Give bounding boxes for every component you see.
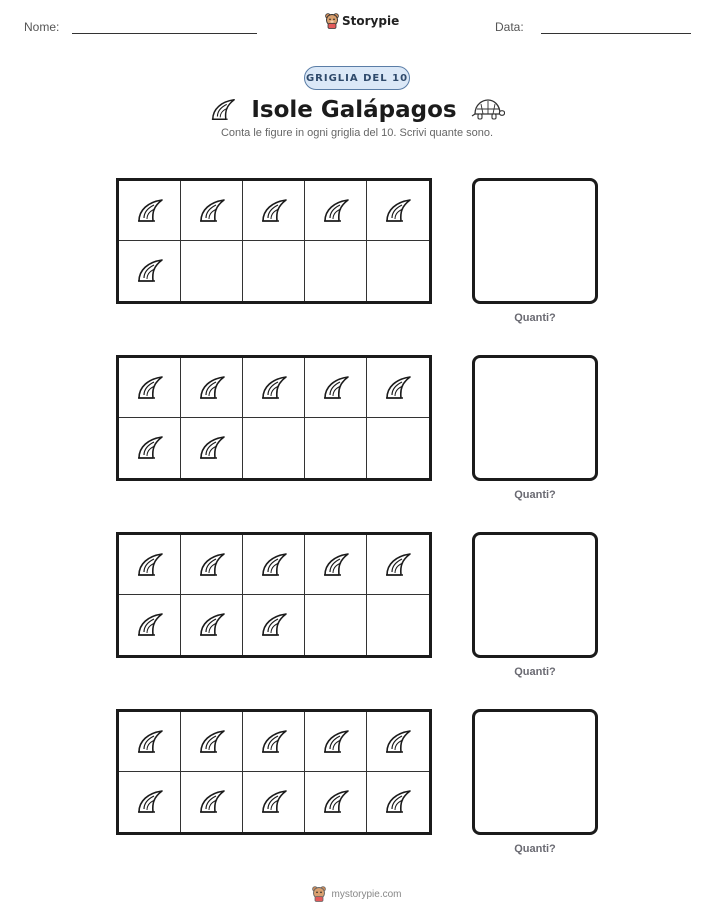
shark-fin-icon	[135, 551, 165, 579]
shark-fin-icon	[135, 788, 165, 816]
ten-frame-cell	[119, 772, 181, 832]
ten-frame-cell	[243, 595, 305, 655]
ten-frame-cell	[119, 181, 181, 241]
ten-frame-cell	[181, 595, 243, 655]
answer-box[interactable]	[472, 178, 598, 304]
shark-fin-icon	[135, 197, 165, 225]
ten-frame-cell	[367, 358, 429, 418]
name-write-line[interactable]	[72, 33, 257, 34]
ten-frame-cell	[119, 358, 181, 418]
ten-frame-cell	[305, 418, 367, 478]
ten-frame-grid	[116, 355, 432, 481]
badge-label: GRIGLIA DEL 10	[305, 72, 409, 84]
instructions: Conta le figure in ogni griglia del 10. Scrivi quante sono.	[220, 127, 494, 139]
ten-frame-cell	[367, 241, 429, 301]
ten-frame-cell	[243, 712, 305, 772]
shark-fin-icon	[135, 728, 165, 756]
ten-frame-cell	[181, 535, 243, 595]
answer-label: Quanti?	[514, 843, 556, 855]
ten-frame-cell	[367, 535, 429, 595]
date-write-line[interactable]	[541, 33, 691, 34]
answer-box[interactable]	[472, 532, 598, 658]
ten-frame-cell	[119, 535, 181, 595]
name-label: Nome:	[24, 20, 60, 34]
shark-fin-icon	[321, 728, 351, 756]
ten-frame-cell	[119, 418, 181, 478]
brand-name: Storypie	[342, 14, 400, 28]
ten-frame-cell	[243, 241, 305, 301]
shark-fin-icon	[321, 788, 351, 816]
shark-fin-icon	[259, 374, 289, 402]
ten-frame-cell	[243, 358, 305, 418]
ten-frame-cell	[119, 712, 181, 772]
shark-fin-icon	[259, 551, 289, 579]
ten-frame-cell	[367, 712, 429, 772]
ten-frame-grid	[116, 532, 432, 658]
ten-frame-cell	[243, 181, 305, 241]
ten-frame-cell	[181, 418, 243, 478]
shark-fin-icon	[209, 97, 237, 123]
shark-fin-icon	[135, 374, 165, 402]
ten-frame-cell	[119, 595, 181, 655]
shark-fin-icon	[135, 611, 165, 639]
shark-fin-icon	[197, 374, 227, 402]
worksheet-type-badge	[304, 66, 410, 90]
shark-fin-icon	[259, 788, 289, 816]
shark-fin-icon	[383, 197, 413, 225]
ten-frame-cell	[181, 712, 243, 772]
shark-fin-icon	[197, 197, 227, 225]
shark-fin-icon	[197, 551, 227, 579]
shark-fin-icon	[259, 197, 289, 225]
ten-frame-cell	[367, 418, 429, 478]
ten-frame-cell	[367, 181, 429, 241]
ten-frame-cell	[305, 181, 367, 241]
ten-frame-cell	[119, 241, 181, 301]
shark-fin-icon	[383, 788, 413, 816]
bear-mascot-icon	[325, 13, 339, 29]
answer-label: Quanti?	[514, 312, 556, 324]
ten-frame-cell	[181, 772, 243, 832]
shark-fin-icon	[197, 788, 227, 816]
ten-frame-cell	[305, 712, 367, 772]
ten-frame-cell	[305, 358, 367, 418]
tortoise-icon	[471, 98, 505, 122]
ten-frame-cell	[305, 772, 367, 832]
shark-fin-icon	[259, 611, 289, 639]
shark-fin-icon	[383, 551, 413, 579]
shark-fin-icon	[135, 434, 165, 462]
ten-frame-cell	[367, 772, 429, 832]
shark-fin-icon	[259, 728, 289, 756]
shark-fin-icon	[135, 257, 165, 285]
ten-frame-cell	[305, 535, 367, 595]
answer-box[interactable]	[472, 355, 598, 481]
date-label: Data:	[495, 20, 524, 34]
shark-fin-icon	[383, 728, 413, 756]
shark-fin-icon	[197, 611, 227, 639]
shark-fin-icon	[321, 197, 351, 225]
ten-frame-cell	[181, 241, 243, 301]
shark-fin-icon	[197, 434, 227, 462]
shark-fin-icon	[321, 551, 351, 579]
footer-site: mystorypie.com	[331, 888, 402, 900]
ten-frame-cell	[305, 595, 367, 655]
ten-frame-grid	[116, 178, 432, 304]
shark-fin-icon	[321, 374, 351, 402]
answer-label: Quanti?	[514, 666, 556, 678]
ten-frame-cell	[243, 535, 305, 595]
ten-frame-cell	[305, 241, 367, 301]
answer-label: Quanti?	[514, 489, 556, 501]
title-row	[0, 92, 714, 128]
ten-frame-grid	[116, 709, 432, 835]
ten-frame-cell	[367, 595, 429, 655]
page-title: Isole Galápagos	[251, 97, 457, 123]
shark-fin-icon	[383, 374, 413, 402]
ten-frame-cell	[181, 181, 243, 241]
footer	[0, 886, 714, 902]
ten-frame-cell	[243, 772, 305, 832]
bear-mascot-icon	[312, 886, 326, 902]
ten-frame-cell	[181, 358, 243, 418]
shark-fin-icon	[197, 728, 227, 756]
ten-frame-cell	[243, 418, 305, 478]
brand-logo	[325, 13, 399, 29]
answer-box[interactable]	[472, 709, 598, 835]
